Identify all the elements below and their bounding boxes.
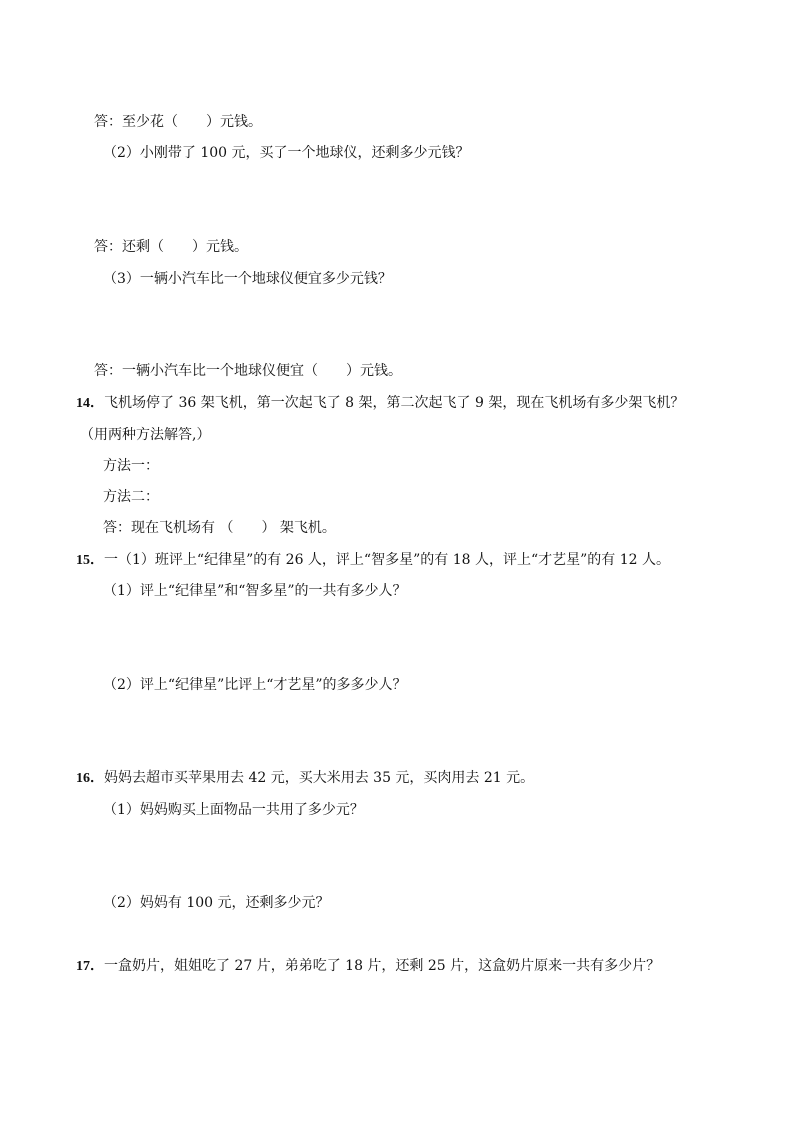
answer-line-cheaper: 答：一辆小汽车比一个地球仪便宜（ ）元钱。: [94, 363, 402, 379]
question-number: 16．: [76, 771, 104, 786]
question-number: 15．: [76, 553, 104, 568]
answer-line-remaining: 答：还剩（ ）元钱。: [94, 239, 248, 255]
question-16: [76, 768, 534, 789]
question-14-instruction: （用两种方法解答,）: [80, 427, 211, 443]
question-13-part-2: （2）小刚带了 100 元，买了一个地球仪，还剩多少元钱？: [103, 145, 470, 161]
method-one-label: 方法一：: [103, 458, 159, 474]
question-15-part-2: （2）评上“纪律星”比评上“才艺星”的多多少人？: [103, 677, 407, 693]
question-14: [76, 393, 684, 414]
answer-line-spend-least: 答：至少花（ ）元钱。: [94, 114, 262, 130]
question-text: 飞机场停了 36 架飞机，第一次起飞了 8 架，第二次起飞了 9 架，现在飞机场有多少架飞机？: [104, 395, 685, 411]
question-15-part-1: （1）评上“纪律星”和“智多星”的一共有多少人？: [103, 583, 407, 599]
question-15: [76, 550, 670, 571]
question-17: [76, 956, 660, 977]
method-two-label: 方法二：: [103, 489, 159, 505]
question-16-part-1: （1）妈妈购买上面物品一共用了多少元？: [103, 802, 364, 818]
question-number: 17．: [76, 959, 104, 974]
question-16-part-2: （2）妈妈有 100 元，还剩多少元？: [103, 895, 330, 911]
question-text: 一（1）班评上“纪律星”的有 26 人，评上“智多星”的有 18 人，评上“才艺星”的有 12 人。: [104, 552, 670, 568]
question-13-part-3: （3）一辆小汽车比一个地球仪便宜多少元钱？: [103, 271, 392, 287]
question-text: 妈妈去超市买苹果用去 42 元，买大米用去 35 元，买肉用去 21 元。: [104, 770, 535, 786]
question-text: 一盒奶片，姐姐吃了 27 片，弟弟吃了 18 片，还剩 25 片，这盒奶片原来一共有多少片？: [104, 958, 661, 974]
answer-line-planes: 答：现在飞机场有 （ ） 架飞机。: [103, 520, 336, 536]
question-number: 14．: [76, 396, 104, 411]
